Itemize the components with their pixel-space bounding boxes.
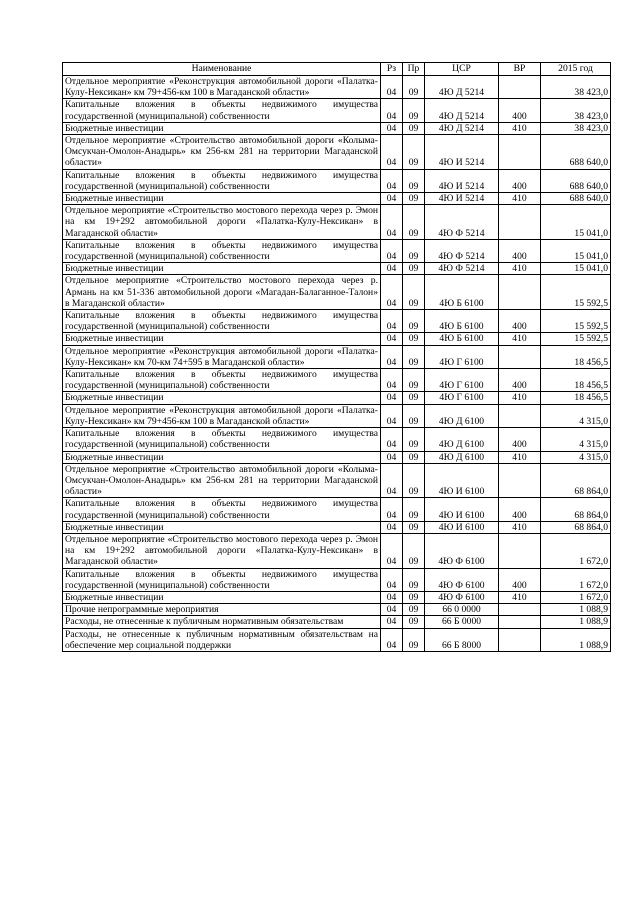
cell-vr: 400 xyxy=(499,310,541,333)
cell-name: Расходы, не отнесенные к публичным нормативным обязательствам на обеспечение мер социальной поддержки xyxy=(63,628,381,651)
header-vr: ВР xyxy=(499,63,541,76)
table-row xyxy=(63,76,611,99)
table-body xyxy=(63,76,611,652)
cell-csr: 4Ю И 6100 xyxy=(425,463,499,498)
table-row xyxy=(63,498,611,521)
cell-vr: 410 xyxy=(499,333,541,345)
cell-rz: 04 xyxy=(381,616,403,628)
cell-csr: 4Ю Ф 6100 xyxy=(425,533,499,568)
cell-vr xyxy=(499,628,541,651)
cell-vr: 400 xyxy=(499,369,541,392)
cell-vr xyxy=(499,205,541,240)
cell-csr: 4Ю И 5214 xyxy=(425,193,499,205)
cell-rz: 04 xyxy=(381,404,403,427)
cell-rz: 04 xyxy=(381,239,403,262)
cell-amount: 4 315,0 xyxy=(541,404,611,427)
cell-pr: 09 xyxy=(403,369,425,392)
cell-csr: 4Ю Д 6100 xyxy=(425,404,499,427)
cell-csr: 4Ю Г 6100 xyxy=(425,369,499,392)
cell-pr: 09 xyxy=(403,521,425,533)
cell-name: Капитальные вложения в объекты недвижимого имущества государственной (муниципальной) собственности xyxy=(63,498,381,521)
cell-rz: 04 xyxy=(381,76,403,99)
table-row xyxy=(63,310,611,333)
cell-csr: 4Ю И 5214 xyxy=(425,169,499,192)
cell-amount: 15 592,5 xyxy=(541,310,611,333)
table-row xyxy=(63,99,611,122)
table-row xyxy=(63,591,611,603)
cell-name: Бюджетные инвестиции xyxy=(63,392,381,404)
table-row xyxy=(63,604,611,616)
table-row xyxy=(63,263,611,275)
cell-rz: 04 xyxy=(381,345,403,368)
cell-pr: 09 xyxy=(403,169,425,192)
cell-name: Бюджетные инвестиции xyxy=(63,333,381,345)
cell-rz: 04 xyxy=(381,122,403,134)
cell-csr: 4Ю И 6100 xyxy=(425,498,499,521)
cell-pr: 09 xyxy=(403,263,425,275)
cell-rz: 04 xyxy=(381,591,403,603)
table-row xyxy=(63,275,611,310)
cell-pr: 09 xyxy=(403,76,425,99)
cell-pr: 09 xyxy=(403,275,425,310)
cell-vr: 410 xyxy=(499,392,541,404)
cell-csr: 4Ю Д 5214 xyxy=(425,122,499,134)
cell-csr: 4Ю Ф 5214 xyxy=(425,239,499,262)
cell-amount: 1 672,0 xyxy=(541,568,611,591)
cell-csr: 4Ю Б 6100 xyxy=(425,275,499,310)
table-header-row xyxy=(63,63,611,76)
cell-csr: 4Ю Д 5214 xyxy=(425,99,499,122)
header-year: 2015 год xyxy=(541,63,611,76)
cell-vr: 410 xyxy=(499,591,541,603)
cell-vr xyxy=(499,404,541,427)
cell-rz: 04 xyxy=(381,99,403,122)
cell-csr: 66 Б 8000 xyxy=(425,628,499,651)
cell-name: Бюджетные инвестиции xyxy=(63,591,381,603)
table-row xyxy=(63,451,611,463)
cell-csr: 4Ю И 6100 xyxy=(425,521,499,533)
cell-vr: 410 xyxy=(499,193,541,205)
cell-name: Капитальные вложения в объекты недвижимого имущества государственной (муниципальной) собственности xyxy=(63,99,381,122)
cell-name: Отдельное мероприятие «Реконструкция автомобильной дороги «Палатка-Кулу-Нексикан» км 79+456-км 100 в Магаданской области» xyxy=(63,404,381,427)
cell-rz: 04 xyxy=(381,463,403,498)
table-row xyxy=(63,169,611,192)
cell-rz: 04 xyxy=(381,263,403,275)
table-row xyxy=(63,193,611,205)
cell-amount: 4 315,0 xyxy=(541,451,611,463)
cell-vr: 400 xyxy=(499,169,541,192)
cell-pr: 09 xyxy=(403,404,425,427)
cell-csr: 4Ю Д 6100 xyxy=(425,451,499,463)
cell-rz: 04 xyxy=(381,333,403,345)
cell-name: Капитальные вложения в объекты недвижимого имущества государственной (муниципальной) собственности xyxy=(63,239,381,262)
cell-pr: 09 xyxy=(403,451,425,463)
cell-name: Отдельное мероприятие «Реконструкция автомобильной дороги «Палатка-Кулу-Нексикан» км 79+456-км 100 в Магаданской области» xyxy=(63,76,381,99)
budget-table xyxy=(62,62,611,652)
cell-csr: 66 Б 0000 xyxy=(425,616,499,628)
table-row xyxy=(63,616,611,628)
cell-csr: 4Ю Д 5214 xyxy=(425,76,499,99)
table-row xyxy=(63,628,611,651)
table-row xyxy=(63,135,611,170)
cell-pr: 09 xyxy=(403,628,425,651)
cell-name: Бюджетные инвестиции xyxy=(63,122,381,134)
cell-rz: 04 xyxy=(381,205,403,240)
cell-amount: 4 315,0 xyxy=(541,428,611,451)
cell-rz: 04 xyxy=(381,193,403,205)
cell-vr: 410 xyxy=(499,122,541,134)
cell-vr xyxy=(499,135,541,170)
cell-rz: 04 xyxy=(381,521,403,533)
cell-pr: 09 xyxy=(403,310,425,333)
table-row xyxy=(63,533,611,568)
table-row xyxy=(63,345,611,368)
cell-csr: 4Ю И 5214 xyxy=(425,135,499,170)
table-row xyxy=(63,239,611,262)
cell-pr: 09 xyxy=(403,428,425,451)
cell-rz: 04 xyxy=(381,428,403,451)
cell-amount: 15 592,5 xyxy=(541,333,611,345)
cell-name: Бюджетные инвестиции xyxy=(63,521,381,533)
cell-rz: 04 xyxy=(381,310,403,333)
cell-amount: 15 041,0 xyxy=(541,263,611,275)
cell-vr xyxy=(499,604,541,616)
cell-vr: 400 xyxy=(499,99,541,122)
table-row xyxy=(63,568,611,591)
cell-pr: 09 xyxy=(403,463,425,498)
cell-rz: 04 xyxy=(381,135,403,170)
cell-csr: 4Ю Г 6100 xyxy=(425,345,499,368)
table-row xyxy=(63,404,611,427)
cell-name: Капитальные вложения в объекты недвижимого имущества государственной (муниципальной) собственности xyxy=(63,310,381,333)
table-row xyxy=(63,428,611,451)
cell-name: Отдельное мероприятие «Строительство мостового перехода через р. Эмон на км 19+292 автомобильной дороги «Палатка-Кулу-Нексикан» в Магаданской области» xyxy=(63,205,381,240)
cell-rz: 04 xyxy=(381,568,403,591)
cell-name: Капитальные вложения в объекты недвижимого имущества государственной (муниципальной) собственности xyxy=(63,169,381,192)
table-row xyxy=(63,521,611,533)
cell-name: Отдельное мероприятие «Строительство автомобильной дороги «Колыма-Омсукчан-Омолон-Анадырь» км 256-км 281 на территории Магаданской области» xyxy=(63,135,381,170)
cell-amount: 1 088,9 xyxy=(541,628,611,651)
cell-vr: 400 xyxy=(499,239,541,262)
cell-csr: 4Ю Ф 5214 xyxy=(425,205,499,240)
cell-pr: 09 xyxy=(403,604,425,616)
cell-vr xyxy=(499,345,541,368)
cell-pr: 09 xyxy=(403,205,425,240)
cell-rz: 04 xyxy=(381,604,403,616)
cell-name: Бюджетные инвестиции xyxy=(63,451,381,463)
cell-amount: 18 456,5 xyxy=(541,369,611,392)
cell-name: Расходы, не отнесенные к публичным нормативным обязательствам xyxy=(63,616,381,628)
cell-pr: 09 xyxy=(403,498,425,521)
cell-pr: 09 xyxy=(403,239,425,262)
header-csr: ЦСР xyxy=(425,63,499,76)
cell-amount: 18 456,5 xyxy=(541,392,611,404)
cell-amount: 15 041,0 xyxy=(541,239,611,262)
cell-vr: 400 xyxy=(499,498,541,521)
cell-rz: 04 xyxy=(381,369,403,392)
cell-csr: 4Ю Б 6100 xyxy=(425,310,499,333)
cell-csr: 4Ю Ф 6100 xyxy=(425,568,499,591)
table-row xyxy=(63,463,611,498)
cell-csr: 4Ю Ф 6100 xyxy=(425,591,499,603)
cell-vr xyxy=(499,275,541,310)
cell-csr: 4Ю Г 6100 xyxy=(425,392,499,404)
cell-rz: 04 xyxy=(381,275,403,310)
cell-rz: 04 xyxy=(381,451,403,463)
cell-name: Бюджетные инвестиции xyxy=(63,263,381,275)
cell-pr: 09 xyxy=(403,135,425,170)
cell-rz: 04 xyxy=(381,392,403,404)
cell-name: Отдельное мероприятие «Строительство мостового перехода через р. Армань на км 51-336 автомобильной дороги «Магадан-Балаганное-Талон» в Магаданской области» xyxy=(63,275,381,310)
header-name: Наименование xyxy=(63,63,381,76)
cell-rz: 04 xyxy=(381,628,403,651)
cell-amount: 68 864,0 xyxy=(541,463,611,498)
cell-amount: 1 672,0 xyxy=(541,591,611,603)
header-pr: Пр xyxy=(403,63,425,76)
table-row xyxy=(63,205,611,240)
cell-vr: 410 xyxy=(499,263,541,275)
cell-csr: 4Ю Б 6100 xyxy=(425,333,499,345)
cell-name: Бюджетные инвестиции xyxy=(63,193,381,205)
cell-vr xyxy=(499,533,541,568)
cell-name: Отдельное мероприятие «Строительство мостового перехода через р. Эмон на км 19+292 автомобильной дороги «Палатка-Кулу-Нексикан» в Магаданской области» xyxy=(63,533,381,568)
cell-pr: 09 xyxy=(403,533,425,568)
table-row xyxy=(63,392,611,404)
table-row xyxy=(63,333,611,345)
cell-amount: 38 423,0 xyxy=(541,76,611,99)
cell-amount: 15 592,5 xyxy=(541,275,611,310)
cell-amount: 1 088,9 xyxy=(541,604,611,616)
table-row xyxy=(63,369,611,392)
table-row xyxy=(63,122,611,134)
cell-amount: 688 640,0 xyxy=(541,193,611,205)
cell-pr: 09 xyxy=(403,333,425,345)
cell-vr: 400 xyxy=(499,428,541,451)
cell-pr: 09 xyxy=(403,193,425,205)
cell-amount: 18 456,5 xyxy=(541,345,611,368)
cell-amount: 68 864,0 xyxy=(541,498,611,521)
cell-vr: 410 xyxy=(499,521,541,533)
cell-csr: 4Ю Ф 5214 xyxy=(425,263,499,275)
cell-pr: 09 xyxy=(403,345,425,368)
cell-amount: 688 640,0 xyxy=(541,135,611,170)
cell-csr: 4Ю Д 6100 xyxy=(425,428,499,451)
cell-vr: 400 xyxy=(499,568,541,591)
cell-amount: 38 423,0 xyxy=(541,99,611,122)
cell-rz: 04 xyxy=(381,498,403,521)
cell-amount: 68 864,0 xyxy=(541,521,611,533)
cell-vr: 410 xyxy=(499,451,541,463)
cell-amount: 1 088,9 xyxy=(541,616,611,628)
cell-rz: 04 xyxy=(381,533,403,568)
cell-pr: 09 xyxy=(403,568,425,591)
cell-amount: 38 423,0 xyxy=(541,122,611,134)
cell-vr xyxy=(499,76,541,99)
cell-vr xyxy=(499,616,541,628)
cell-csr: 66 0 0000 xyxy=(425,604,499,616)
header-rz: Рз xyxy=(381,63,403,76)
cell-amount: 15 041,0 xyxy=(541,205,611,240)
cell-pr: 09 xyxy=(403,591,425,603)
cell-rz: 04 xyxy=(381,169,403,192)
cell-amount: 688 640,0 xyxy=(541,169,611,192)
cell-vr xyxy=(499,463,541,498)
cell-name: Отдельное мероприятие «Строительство автомобильной дороги «Колыма-Омсукчан-Омолон-Анадырь» км 256-км 281 на территории Магаданской области» xyxy=(63,463,381,498)
cell-pr: 09 xyxy=(403,616,425,628)
cell-name: Отдельное мероприятие «Реконструкция автомобильной дороги «Палатка-Кулу-Нексикан» км 70-км 74+595 в Магаданской области» xyxy=(63,345,381,368)
cell-amount: 1 672,0 xyxy=(541,533,611,568)
cell-pr: 09 xyxy=(403,392,425,404)
cell-name: Прочие непрограммные мероприятия xyxy=(63,604,381,616)
cell-name: Капитальные вложения в объекты недвижимого имущества государственной (муниципальной) собственности xyxy=(63,568,381,591)
cell-name: Капитальные вложения в объекты недвижимого имущества государственной (муниципальной) собственности xyxy=(63,369,381,392)
cell-pr: 09 xyxy=(403,122,425,134)
cell-name: Капитальные вложения в объекты недвижимого имущества государственной (муниципальной) собственности xyxy=(63,428,381,451)
cell-pr: 09 xyxy=(403,99,425,122)
document-page xyxy=(62,62,610,652)
